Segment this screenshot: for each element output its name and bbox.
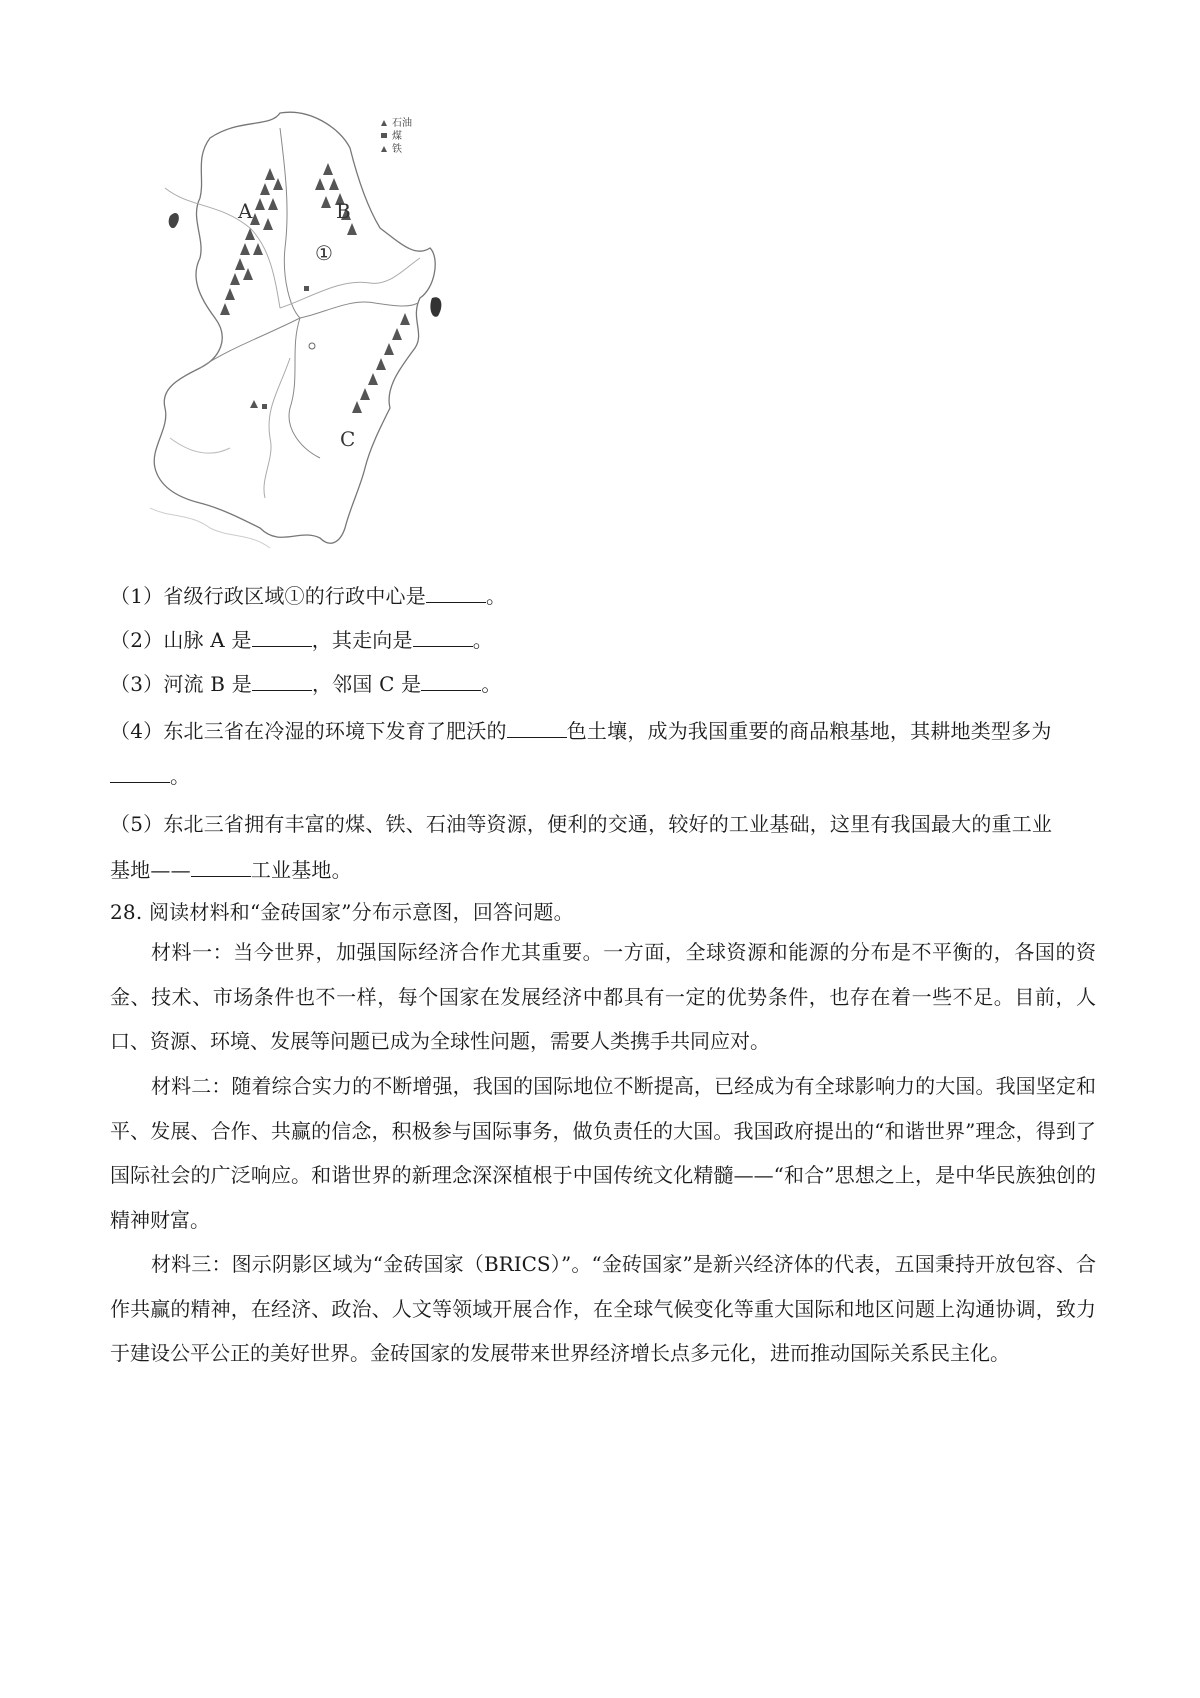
q2-blank-2[interactable] (413, 628, 473, 647)
q5-text: （5）东北三省拥有丰富的煤、铁、石油等资源，便利的交通，较好的工业基础，这里有我国最大的重工业 (110, 812, 1053, 836)
province-border-4 (200, 318, 300, 368)
label-c: C (340, 427, 356, 451)
river-2 (280, 258, 420, 308)
legend-oil: 石油 (392, 118, 412, 129)
material-3: 材料三：图示阴影区域为“金砖国家（BRICS）”。“金砖国家”是新兴经济体的代表，五国秉持开放包容、合作共赢的精神，在经济、政治、人文等领域开展合作，在全球气候变化等重大国际和地区问题上沟通协调，致力于建设公平公正的美好世界。金砖国家的发展带来世界经济增长点多元化，进而推动国际关系民主化。 (110, 1252, 1096, 1365)
river-4 (170, 438, 230, 453)
q2-blank-1[interactable] (252, 628, 312, 647)
q2-end: 。 (472, 628, 493, 652)
coal-mark-2 (262, 404, 267, 409)
q4-end: 。 (170, 764, 191, 788)
material-2: 材料二：随着综合实力的不断增强，我国的国际地位不断提高，已经成为有全球影响力的大国。我国坚定和平、发展、合作、共赢的信念，积极参与国际事务，做负责任的大国。我国政府提出的“和谐世界”理念，得到了国际社会的广泛响应。和谐世界的新理念深深植根于中国传统文化精髓——“和合”思想之上，是中华民族独创的精神财富。 (110, 1074, 1096, 1232)
river-3 (264, 358, 290, 498)
q4-blank-1[interactable] (507, 719, 567, 738)
map-legend (381, 116, 412, 155)
q1-end: 。 (485, 584, 507, 608)
q4-blank-2[interactable] (110, 764, 170, 783)
province-border-2 (300, 302, 418, 318)
q5-blank[interactable] (191, 858, 251, 877)
q4-text: （4）东北三省在冷湿的环境下发育了肥沃的 (110, 719, 507, 743)
mountain-range-a (220, 168, 283, 315)
material-1: 材料一：当今世界，加强国际经济合作尤其重要。一方面，全球资源和能源的分布是不平衡的，各国的资金、技术、市场条件也不一样，每个国家在发展经济中都具有一定的优势条件，也存在着一些不足。目前，人口、资源、环境、发展等问题已成为全球性问题，需要人类携手共同应对。 (110, 940, 1096, 1053)
province-border-1 (280, 128, 300, 318)
legend-iron: 铁 (392, 144, 402, 155)
q3-end: 。 (481, 672, 502, 696)
q2-text: （2）山脉 A 是 (110, 628, 252, 652)
map-drawing (150, 108, 450, 556)
q3-text: （3）河流 B 是 (110, 672, 252, 696)
oil-field-east (430, 297, 441, 317)
question-5-line-2 (110, 854, 352, 883)
q2-text-2: ，其走向是 (311, 628, 413, 652)
river-5 (150, 508, 270, 548)
question-4-line-1 (110, 715, 1052, 744)
q1-text: （1）省级行政区域①的行政中心是 (110, 584, 426, 608)
label-region: ① (315, 241, 333, 265)
q3-text-2: ，邻国 C 是 (311, 672, 422, 696)
legend-coal: 煤 (392, 131, 402, 142)
city-mark (309, 343, 315, 349)
map-boundary (154, 112, 435, 543)
question-3 (110, 668, 502, 697)
question-4-line-2 (110, 760, 190, 789)
mountain-range-changbai (352, 313, 410, 413)
q3-blank-1[interactable] (252, 672, 312, 691)
label-b: B (336, 199, 351, 223)
oil-field (169, 213, 179, 228)
question-5-line-1 (110, 808, 1052, 837)
q3-blank-2[interactable] (421, 672, 481, 691)
q4-text-2: 色土壤，成为我国重要的商品粮基地，其耕地类型多为 (566, 719, 1052, 743)
q1-blank[interactable] (426, 584, 486, 603)
question-28-title: 28. 阅读材料和“金砖国家”分布示意图，回答问题。 (110, 900, 574, 924)
question-2 (110, 624, 493, 653)
label-a: A (238, 199, 253, 223)
iron-mark (250, 400, 258, 408)
question-1 (110, 580, 506, 609)
q5-end: 工业基地。 (250, 858, 352, 882)
coal-mark-1 (304, 286, 309, 291)
northeast-china-map (150, 108, 450, 556)
province-border-3 (289, 318, 320, 458)
q5-text-2: 基地—— (110, 858, 191, 882)
